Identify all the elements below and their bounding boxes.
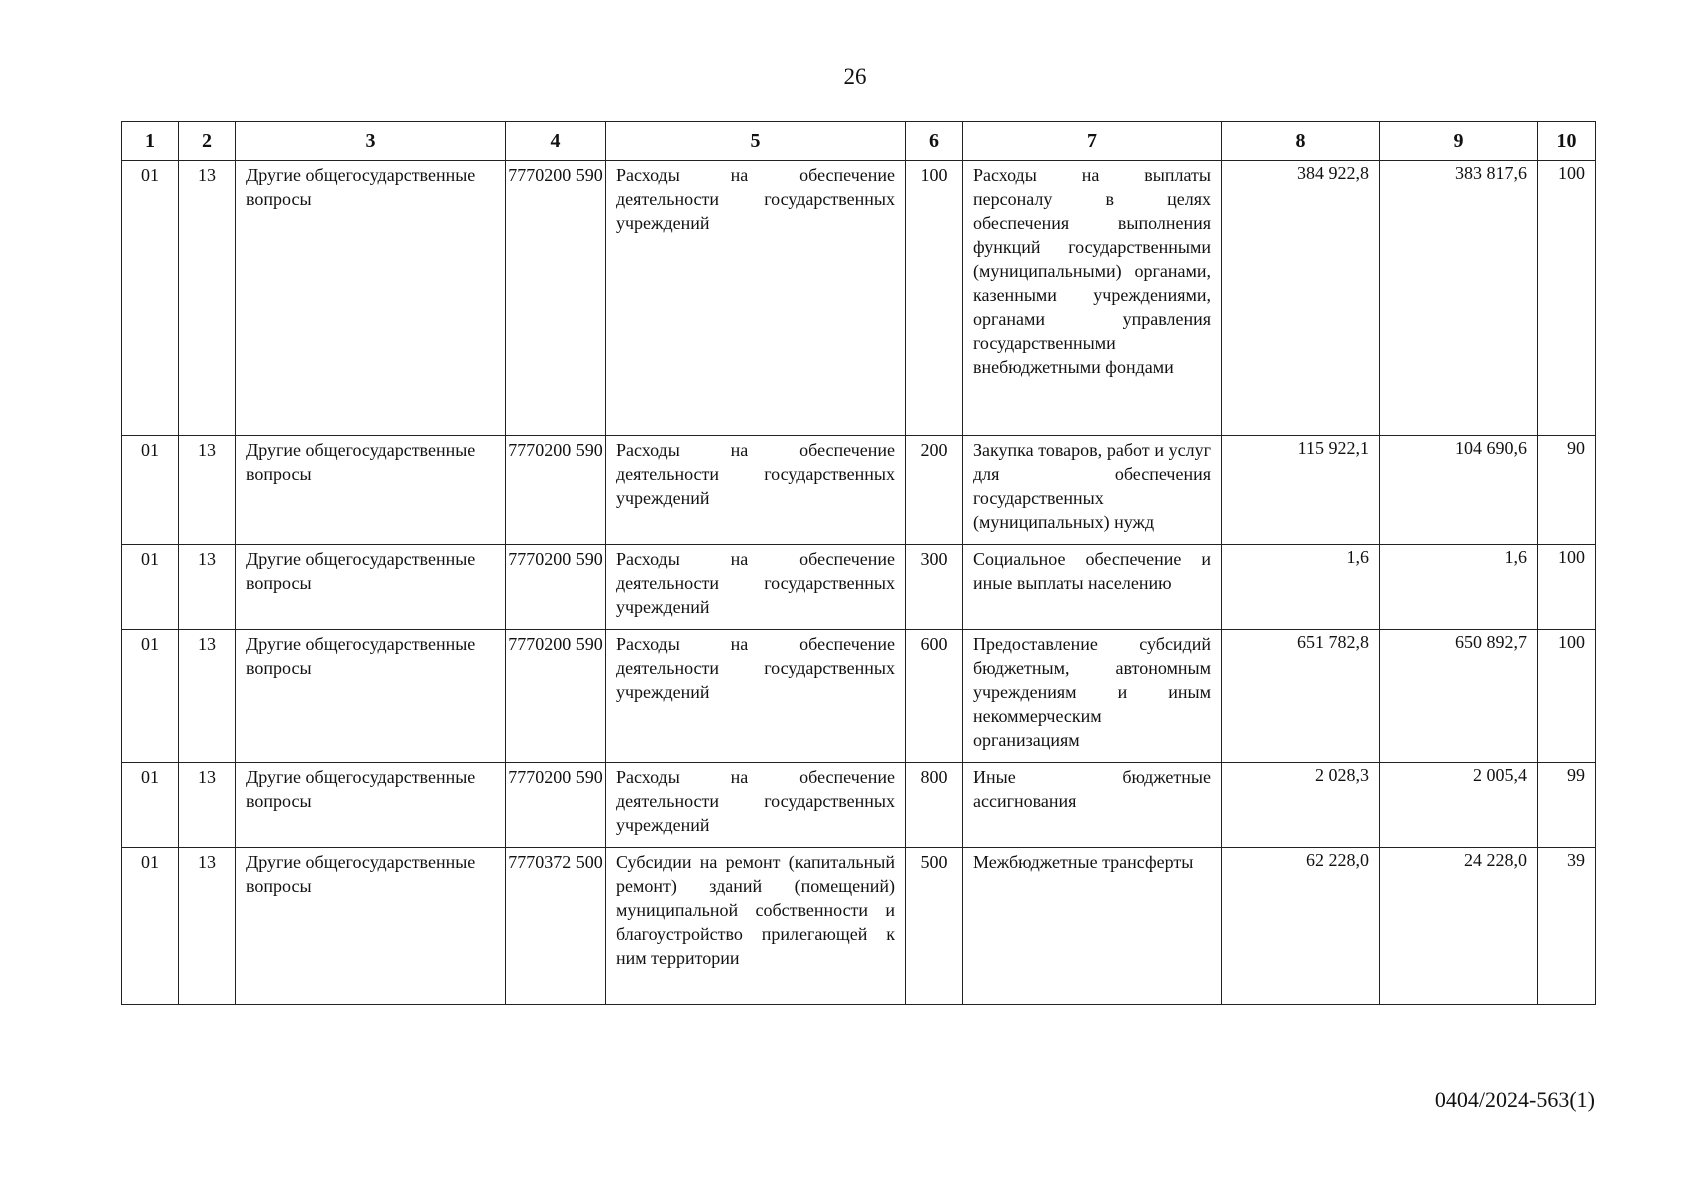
target-article-code-cell: 7770200 590 [506,545,606,630]
table-row [122,436,1596,545]
section-name-cell: Другие общегосударственные вопросы [236,436,506,545]
subsection-code-cell: 13 [179,630,236,763]
target-article-code-cell: 7770200 590 [506,630,606,763]
section-name-cell: Другие общегосударственные вопросы [236,630,506,763]
header-cell: 3 [236,122,506,161]
percent-cell: 100 [1538,161,1596,436]
actual-amount-cell: 104 690,6 [1380,436,1538,545]
budget-table [121,121,1596,1005]
percent-cell: 99 [1538,763,1596,848]
subsection-code-cell: 13 [179,161,236,436]
actual-amount-cell: 1,6 [1380,545,1538,630]
planned-amount-cell: 115 922,1 [1222,436,1380,545]
target-article-code-cell: 7770200 590 [506,763,606,848]
header-row [122,122,1596,161]
section-code-cell: 01 [122,545,179,630]
actual-amount-cell: 383 817,6 [1380,161,1538,436]
header-cell: 8 [1222,122,1380,161]
actual-amount-cell: 650 892,7 [1380,630,1538,763]
section-code-cell: 01 [122,763,179,848]
table-row [122,161,1596,436]
expense-type-name-cell: Межбюджетные трансферты [963,848,1222,1005]
expense-type-name-cell: Предоставление субсидий бюджетным, автономным учреждениям и иным некоммерческим организациям [963,630,1222,763]
planned-amount-cell: 1,6 [1222,545,1380,630]
expense-type-code-cell: 800 [906,763,963,848]
table-row [122,848,1596,1005]
section-code-cell: 01 [122,630,179,763]
target-article-name-cell: Расходы на обеспечение деятельности государственных учреждений [606,630,906,763]
planned-amount-cell: 62 228,0 [1222,848,1380,1005]
expense-type-name-cell: Закупка товаров, работ и услуг для обеспечения государственных (муниципальных) нужд [963,436,1222,545]
target-article-name-cell: Расходы на обеспечение деятельности государственных учреждений [606,545,906,630]
header-cell: 1 [122,122,179,161]
percent-cell: 39 [1538,848,1596,1005]
table-row [122,630,1596,763]
section-name-cell: Другие общегосударственные вопросы [236,161,506,436]
header-cell: 9 [1380,122,1538,161]
expense-type-code-cell: 100 [906,161,963,436]
percent-cell: 90 [1538,436,1596,545]
expense-type-code-cell: 500 [906,848,963,1005]
header-cell: 2 [179,122,236,161]
planned-amount-cell: 651 782,8 [1222,630,1380,763]
percent-cell: 100 [1538,545,1596,630]
target-article-name-cell: Расходы на обеспечение деятельности государственных учреждений [606,436,906,545]
table-row [122,545,1596,630]
header-cell: 5 [606,122,906,161]
expense-type-name-cell: Социальное обеспечение и иные выплаты населению [963,545,1222,630]
actual-amount-cell: 24 228,0 [1380,848,1538,1005]
planned-amount-cell: 384 922,8 [1222,161,1380,436]
header-cell: 4 [506,122,606,161]
actual-amount-cell: 2 005,4 [1380,763,1538,848]
section-code-cell: 01 [122,161,179,436]
header-cell: 7 [963,122,1222,161]
expense-type-name-cell: Расходы на выплаты персоналу в целях обеспечения выполнения функций государственными (муниципальными) органами, казенными учреждениями, органами управления государственными внебюджетными фондами [963,161,1222,436]
document-code: 0404/2024-563(1) [1434,1087,1595,1112]
subsection-code-cell: 13 [179,848,236,1005]
expense-type-code-cell: 600 [906,630,963,763]
expense-type-name-cell: Иные бюджетные ассигнования [963,763,1222,848]
target-article-name-cell: Расходы на обеспечение деятельности государственных учреждений [606,161,906,436]
section-name-cell: Другие общегосударственные вопросы [236,848,506,1005]
section-name-cell: Другие общегосударственные вопросы [236,763,506,848]
page-number: 26 [843,64,867,89]
planned-amount-cell: 2 028,3 [1222,763,1380,848]
target-article-code-cell: 7770200 590 [506,161,606,436]
target-article-name-cell: Субсидии на ремонт (капитальный ремонт) зданий (помещений) муниципальной собственности и благоустройство прилегающей к ним территории [606,848,906,1005]
subsection-code-cell: 13 [179,545,236,630]
section-code-cell: 01 [122,848,179,1005]
expense-type-code-cell: 300 [906,545,963,630]
target-article-code-cell: 7770372 500 [506,848,606,1005]
subsection-code-cell: 13 [179,763,236,848]
header-cell: 6 [906,122,963,161]
table-row [122,763,1596,848]
section-code-cell: 01 [122,436,179,545]
expense-type-code-cell: 200 [906,436,963,545]
target-article-code-cell: 7770200 590 [506,436,606,545]
header-cell: 10 [1538,122,1596,161]
percent-cell: 100 [1538,630,1596,763]
target-article-name-cell: Расходы на обеспечение деятельности государственных учреждений [606,763,906,848]
section-name-cell: Другие общегосударственные вопросы [236,545,506,630]
subsection-code-cell: 13 [179,436,236,545]
